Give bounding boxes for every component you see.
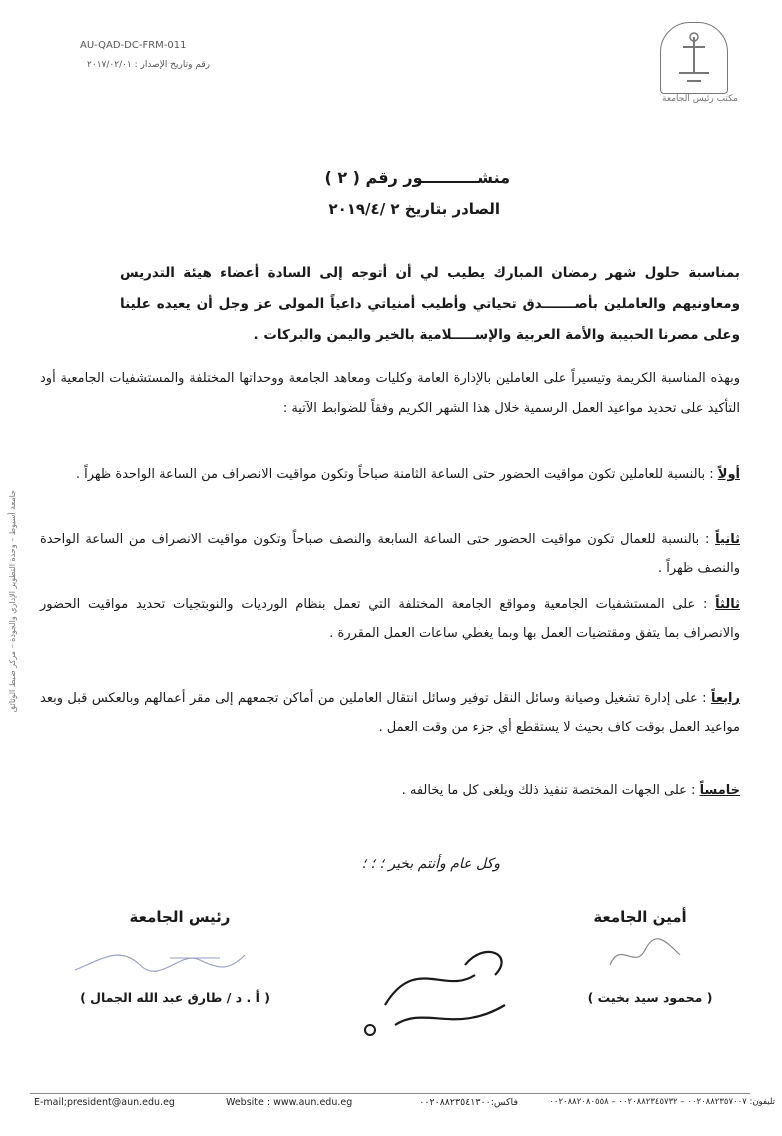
rule-label: ثالثاً <box>715 597 740 612</box>
rule-item-1 <box>40 460 740 489</box>
body-paragraph: وبهذه المناسبة الكريمة وتيسيراً على العاملين بالإدارة العامة وكليات ومعاهد الجامعة ووحداتها المختلفة والمستشفيات الجامعية أود التأكيد على تحديد مواعيد العمل الرسمية خلال هذا الشهر الكريم وفقاً للضوابط الآتية : <box>40 371 740 416</box>
signature-name-president: ( أ . د / طارق عبد الله الجمال ) <box>80 990 270 1005</box>
rule-label: خامساً <box>699 783 740 798</box>
handwritten-approval <box>355 935 525 1045</box>
rule-label: أولاً <box>717 467 740 482</box>
closing-greeting: وكل عام وأنتم بخير ؛ ؛ ؛ <box>361 856 500 872</box>
signature-title-president: رئيس الجامعة <box>129 908 231 926</box>
signature-name-secretary: ( محمود سيد بخيت ) <box>587 990 713 1005</box>
president-signature <box>70 940 250 985</box>
rule-label: رابعاً <box>710 691 740 706</box>
footer-email[interactable]: E-mail;president@aun.edu.eg <box>34 1097 175 1108</box>
footer-fax: فاكس:٠٠٢٠٨٨٢٣٥٤١٣٠٠ <box>419 1097 518 1108</box>
university-logo <box>660 22 728 94</box>
rule-text: : على الجهات المختصة تنفيذ ذلك ويلغى كل ما يخالفه . <box>401 783 700 798</box>
rule-item-3 <box>40 590 740 648</box>
rule-text: : على إدارة تشغيل وصيانة وسائل النقل توفير وسائل انتقال العاملين من أماكن تجمعهم إلى مقر أعمالهم وبالعكس قبل وبعد مواعيد العمل بوقت كاف بحيث لا يستقطع أي جزء من وقت العمل . <box>40 691 740 735</box>
footer-divider <box>30 1093 750 1094</box>
logo-caption: مكتب رئيس الجامعة <box>662 94 738 104</box>
rule-text: : بالنسبة للعمال تكون مواقيت الحضور حتى الساعة السابعة والنصف صباحاً وتكون مواقيت الانصراف من الساعة الواحدة والنصف ظهراً . <box>40 532 740 576</box>
rule-item-2 <box>40 525 740 583</box>
secretary-signature <box>600 930 690 980</box>
footer-website[interactable]: Website : www.aun.edu.eg <box>226 1097 353 1108</box>
university-emblem-icon <box>661 23 727 93</box>
footer-phone: تليفون: ٠٠٢٠٨٨٢٣٥٧٠٠٧ – ٠٠٢٠٨٨٢٣٤٥٧٣٢ – ٠٠٢٠٨٨٢٠٨٠٥٥٨ <box>549 1097 775 1107</box>
circular-title: منشــــــــــور رقم ( ٢ ) <box>324 168 510 187</box>
side-margin-note: جامعة أسيوط – وحدة التطوير الإداري والجودة – مركز ضبط الوثائق <box>8 490 17 713</box>
rule-text: : بالنسبة للعاملين تكون مواقيت الحضور حتى الساعة الثامنة صباحاً وتكون مواقيت الانصراف من الساعة الواحدة ظهراً . <box>75 467 718 482</box>
rule-item-5 <box>40 776 740 805</box>
intro-paragraph: بمناسبة حلول شهر رمضان المبارك يطيب لي أن أتوجه إلى السادة أعضاء هيئة التدريس ومعاونيهم والعاملين بأصـــــــدق تحياتي وأطيب أمنياتي داعياً المولى عز وجل أن يعيده علينا وعلى مصرنا الحبيبة والأمة العربية والإســـــلامية بالخير واليمن والبركات . <box>120 265 740 343</box>
document-code: AU-QAD-DC-FRM-011 <box>80 40 187 51</box>
circular-date: الصادر بتاريخ ٢ /٢٠١٩/٤ <box>328 200 500 218</box>
rule-text: : على المستشفيات الجامعية ومواقع الجامعة المختلفة التي تعمل بنظام الورديات والنوبتجيات تحديد مواقيت الحضور والانصراف بما يتفق ومقتضيات العمل بها وبما يغطي ساعات العمل المقررة . <box>40 597 740 641</box>
rule-label: ثانياً <box>715 532 740 547</box>
signature-title-secretary: أمين الجامعة <box>593 908 687 926</box>
issue-date: رقم وتاريخ الإصدار : ٢٠١٧/٠٢/٠١ <box>87 60 210 70</box>
rule-item-4 <box>40 684 740 742</box>
